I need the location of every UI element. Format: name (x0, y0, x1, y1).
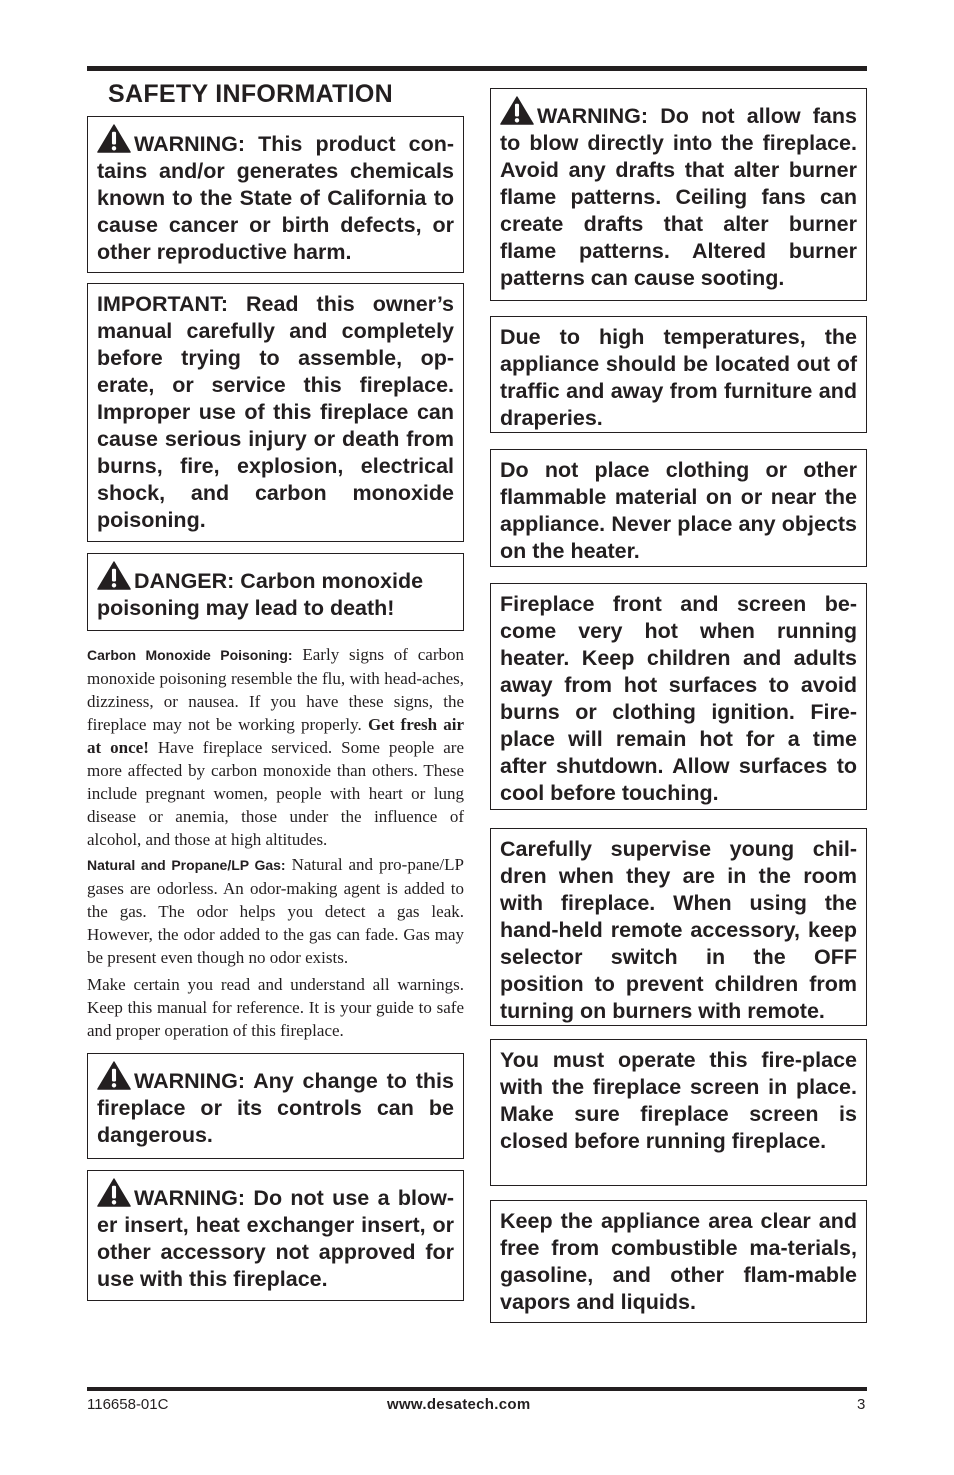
screen-text: You must operate this fire-place with the fireplace screen in place. Make sure fireplace screen is closed before running fireplace. (500, 1048, 857, 1153)
warning-triangle-icon (97, 124, 131, 153)
supervise-text: Carefully supervise young chil-dren when they are in the room with fireplace. When using the hand-held remote accessory, keep selector switch in the OFF position to prevent children from turning on burners with remote. (500, 837, 857, 1023)
danger-text: DANGER: Carbon monoxide poisoning may lead to death! (97, 569, 424, 620)
any-change-warning-box (87, 1053, 464, 1159)
any-change-warning-text: WARNING: Any change to this fireplace or its controls can be dangerous. (97, 1069, 454, 1147)
hot-front-text: Fireplace front and screen be-come very hot when running heater. Keep children and adults away from hot surfaces to avoid burns or clothing ignition. Fire-place will remain hot for a time after shutdown. Allow surfaces to cool before touching. (500, 592, 857, 805)
co-paragraph (87, 643, 464, 851)
manual-paragraph (87, 973, 464, 1042)
gas-lead: Natural and Propane/LP Gas: (87, 857, 286, 873)
warning-triangle-icon (500, 96, 534, 125)
california-warning-text: WARNING: This product con-tains and/or generates chemicals known to the State of California to cause cancer or birth defects, or other reproductive harm. (97, 132, 454, 264)
website-link[interactable]: www.desatech.com (387, 1396, 531, 1413)
co-emphasis: Get fresh air at once! (87, 715, 464, 757)
important-text: IMPORTANT: Read this owner’s manual carefully and completely before trying to assemble, op-erate, or service this fireplace. Improper use of this fireplace can cause serious injury or death from burns, fire, explosion, electrical shock, and carbon monoxide poisoning. (97, 292, 454, 532)
co-text-1: Early signs of carbon monoxide poisoning resemble the flu, with head-aches, dizziness, or nausea. If you have these signs, the fireplace may not be working properly. (87, 645, 464, 734)
blower-warning-box (87, 1170, 464, 1301)
fans-warning-box (490, 88, 867, 301)
warning-triangle-icon (97, 1178, 131, 1207)
warning-triangle-icon (97, 561, 131, 590)
california-warning-box (87, 116, 464, 273)
fans-warning-text: WARNING: Do not allow fans to blow directly into the fireplace. Avoid any drafts that alter burner flame patterns. Ceiling fans can create drafts that alter burner flame patterns. Altered burner patterns can cause sooting. (500, 104, 857, 290)
important-box (87, 283, 464, 542)
co-lead: Carbon Monoxide Poisoning: (87, 647, 293, 663)
manual-text: Make certain you read and understand all warnings. Keep this manual for reference. It is your guide to safe and proper operation of this fireplace. (87, 975, 464, 1040)
blower-warning-text: WARNING: Do not use a blow-er insert, heat exchanger insert, or other accessory not approved for use with this fireplace. (97, 1186, 454, 1291)
clothing-box (490, 449, 867, 567)
hot-front-box (490, 583, 867, 810)
gas-text: Natural and pro-pane/LP gases are odorless. An odor-making agent is added to the gas. The odor helps you detect a gas leak. However, the odor added to the gas can fade. Gas may be present even though no odor exists. (87, 855, 464, 967)
doc-number: 116658-01C (87, 1396, 169, 1413)
supervise-box (490, 828, 867, 1026)
top-rule (87, 66, 867, 71)
page-number: 3 (857, 1396, 866, 1413)
warning-triangle-icon (97, 1061, 131, 1090)
section-title: SAFETY INFORMATION (108, 80, 394, 108)
bottom-rule (87, 1387, 867, 1391)
co-text-2: Have fireplace serviced. Some people are more affected by carbon monoxide than others. These include pregnant women, people with heart or lung disease or anemia, those under the influence of alcohol, and those at high altitudes. (87, 738, 464, 849)
gas-paragraph (87, 853, 464, 969)
screen-box (490, 1039, 867, 1186)
clear-area-box (490, 1200, 867, 1323)
clothing-text: Do not place clothing or other flammable material on or near the appliance. Never place any objects on the heater. (500, 458, 857, 563)
temperature-box (490, 316, 867, 433)
clear-area-text: Keep the appliance area clear and free from combustible ma-terials, gasoline, and other flam-mable vapors and liquids. (500, 1209, 857, 1314)
danger-box (87, 553, 464, 631)
temperature-text: Due to high temperatures, the appliance should be located out of traffic and away from furniture and draperies. (500, 325, 857, 430)
